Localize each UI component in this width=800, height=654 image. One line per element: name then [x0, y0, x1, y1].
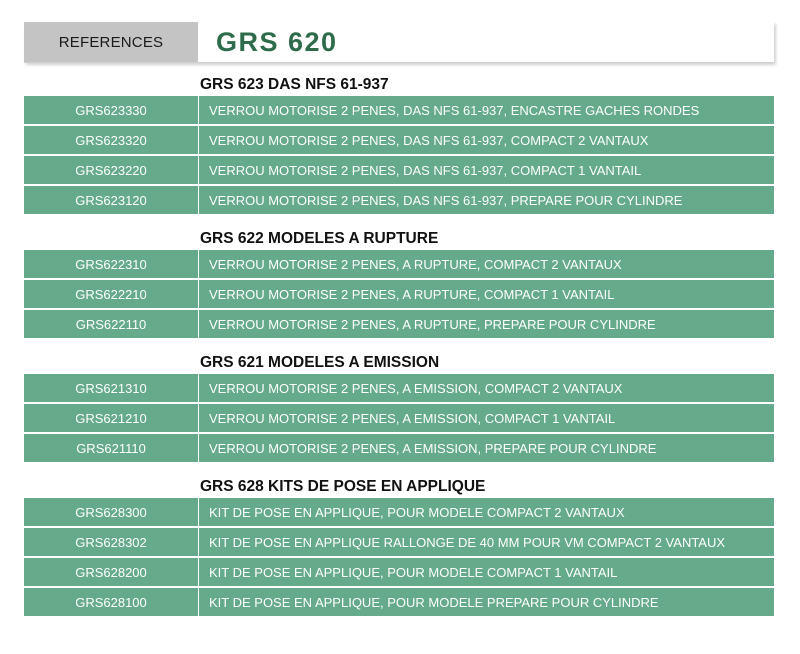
table-row	[24, 498, 774, 526]
reference-code: GRS628100	[24, 588, 199, 616]
table-row	[24, 310, 774, 338]
reference-code: GRS628302	[24, 528, 199, 556]
section-title: GRS 623 DAS NFS 61-937	[200, 76, 389, 93]
reference-description: VERROU MOTORISE 2 PENES, DAS NFS 61-937, COMPACT 2 VANTAUX	[209, 132, 649, 148]
reference-description: KIT DE POSE EN APPLIQUE, POUR MODELE COMPACT 2 VANTAUX	[209, 504, 625, 520]
table-row	[24, 156, 774, 184]
reference-description: VERROU MOTORISE 2 PENES, A EMISSION, COMPACT 1 VANTAIL	[209, 410, 616, 426]
reference-code: GRS621210	[24, 404, 199, 432]
reference-description: VERROU MOTORISE 2 PENES, A RUPTURE, PREPARE POUR CYLINDRE	[209, 316, 656, 332]
table-row	[24, 404, 774, 432]
section-title: GRS 622 MODELES A RUPTURE	[200, 230, 439, 247]
table-row	[24, 374, 774, 402]
section-grs-628	[24, 474, 774, 618]
reference-description: VERROU MOTORISE 2 PENES, A RUPTURE, COMPACT 2 VANTAUX	[209, 256, 622, 272]
reference-code: GRS623330	[24, 96, 199, 124]
table-row	[24, 126, 774, 154]
product-title: GRS 620	[216, 26, 338, 57]
reference-description: VERROU MOTORISE 2 PENES, A RUPTURE, COMPACT 1 VANTAIL	[209, 286, 615, 302]
table-row	[24, 434, 774, 462]
header-bar	[24, 22, 774, 63]
reference-description: KIT DE POSE EN APPLIQUE, POUR MODELE COMPACT 1 VANTAIL	[209, 564, 618, 580]
reference-description: VERROU MOTORISE 2 PENES, A EMISSION, PREPARE POUR CYLINDRE	[209, 440, 657, 456]
reference-description: VERROU MOTORISE 2 PENES, DAS NFS 61-937, COMPACT 1 VANTAIL	[209, 162, 642, 178]
reference-description: KIT DE POSE EN APPLIQUE RALLONGE DE 40 MM POUR VM COMPACT 2 VANTAUX	[209, 534, 726, 550]
table-row	[24, 186, 774, 214]
table-row	[24, 588, 774, 616]
table-row	[24, 558, 774, 586]
section-grs-622	[24, 226, 774, 340]
table-row	[24, 280, 774, 308]
reference-code: GRS621310	[24, 374, 199, 402]
references-label: REFERENCES	[24, 22, 198, 62]
reference-code: GRS623320	[24, 126, 199, 154]
section-title: GRS 621 MODELES A EMISSION	[200, 354, 440, 371]
table-row	[24, 96, 774, 124]
reference-code: GRS628300	[24, 498, 199, 526]
reference-description: KIT DE POSE EN APPLIQUE, POUR MODELE PREPARE POUR CYLINDRE	[209, 594, 659, 610]
reference-description: VERROU MOTORISE 2 PENES, DAS NFS 61-937, ENCASTRE GACHES RONDES	[209, 102, 700, 118]
reference-code: GRS621110	[24, 434, 199, 462]
section-title: GRS 628 KITS DE POSE EN APPLIQUE	[200, 478, 486, 495]
reference-code: GRS623120	[24, 186, 199, 214]
reference-code: GRS622310	[24, 250, 199, 278]
reference-code: GRS622110	[24, 310, 199, 338]
reference-code: GRS623220	[24, 156, 199, 184]
reference-code: GRS622210	[24, 280, 199, 308]
reference-description: VERROU MOTORISE 2 PENES, A EMISSION, COMPACT 2 VANTAUX	[209, 380, 623, 396]
section-grs-621	[24, 350, 774, 464]
reference-description: VERROU MOTORISE 2 PENES, DAS NFS 61-937, PREPARE POUR CYLINDRE	[209, 192, 683, 208]
reference-code: GRS628200	[24, 558, 199, 586]
section-grs-623	[24, 72, 774, 216]
table-row	[24, 250, 774, 278]
table-row	[24, 528, 774, 556]
